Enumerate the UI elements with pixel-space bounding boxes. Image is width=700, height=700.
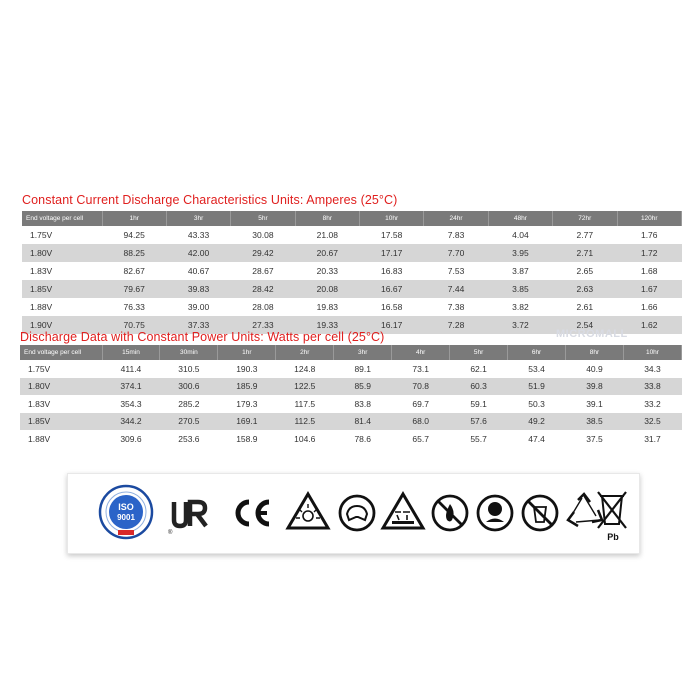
table-cell: 7.83 xyxy=(424,226,488,244)
table-cell: 70.75 xyxy=(102,316,166,334)
table-row xyxy=(22,226,682,244)
iso-9001-icon xyxy=(96,482,156,544)
table-cell: 33.2 xyxy=(623,395,681,413)
table-cell: 53.4 xyxy=(508,360,566,378)
table-cell: 29.42 xyxy=(231,244,295,262)
svg-text:ISO: ISO xyxy=(118,502,134,512)
table-cell: 7.44 xyxy=(424,280,488,298)
table-cell: 2.65 xyxy=(553,262,617,280)
table-cell: 7.28 xyxy=(424,316,488,334)
table-cell: 7.38 xyxy=(424,298,488,316)
table-cell: 81.4 xyxy=(334,413,392,431)
table-cell: 3.87 xyxy=(488,262,552,280)
table-cell: 28.67 xyxy=(231,262,295,280)
table-cell: 344.2 xyxy=(102,413,160,431)
table-cell: 32.5 xyxy=(623,413,681,431)
table-row xyxy=(22,298,682,316)
table-cell: 2.54 xyxy=(553,316,617,334)
table-cell: 27.33 xyxy=(231,316,295,334)
table-cell: 17.58 xyxy=(360,226,424,244)
table-cell: 62.1 xyxy=(450,360,508,378)
row-label: 1.75V xyxy=(22,226,102,244)
table-cell: 55.7 xyxy=(450,430,508,448)
table-cell: 2.61 xyxy=(553,298,617,316)
table-cell: 59.1 xyxy=(450,395,508,413)
column-header: 5hr xyxy=(450,345,508,360)
table-cell: 21.08 xyxy=(295,226,359,244)
column-header: 10hr xyxy=(360,211,424,226)
row-label: 1.85V xyxy=(22,280,102,298)
table-cell: 28.42 xyxy=(231,280,295,298)
svg-text:Pb: Pb xyxy=(607,532,619,542)
table-cell: 37.5 xyxy=(566,430,624,448)
table-row xyxy=(20,395,682,413)
table-cell: 30.08 xyxy=(231,226,295,244)
row-label: 1.90V xyxy=(22,316,102,334)
table-cell: 16.58 xyxy=(360,298,424,316)
table-row xyxy=(22,262,682,280)
table-row xyxy=(22,244,682,262)
table-cell: 1.76 xyxy=(617,226,682,244)
table-cell: 3.95 xyxy=(488,244,552,262)
column-header: 8hr xyxy=(566,345,624,360)
table-cell: 179.3 xyxy=(218,395,276,413)
table-cell: 3.82 xyxy=(488,298,552,316)
column-header: 4hr xyxy=(392,345,450,360)
table-cell: 112.5 xyxy=(276,413,334,431)
table-cell: 20.08 xyxy=(295,280,359,298)
column-header: 8hr xyxy=(295,211,359,226)
table-cell: 117.5 xyxy=(276,395,334,413)
column-header: 72hr xyxy=(553,211,617,226)
table-cell: 309.6 xyxy=(102,430,160,448)
table-cell: 1.66 xyxy=(617,298,682,316)
power-table-title: Discharge Data with Constant Power Units: Watts per cell (25°C) xyxy=(20,330,385,344)
row-label: 1.85V xyxy=(20,413,102,431)
current-table-title: Constant Current Discharge Characteristics Units: Amperes (25°C) xyxy=(22,193,398,207)
column-header: 1hr xyxy=(102,211,166,226)
table-cell: 285.2 xyxy=(160,395,218,413)
table-cell: 40.9 xyxy=(566,360,624,378)
table-cell: 69.7 xyxy=(392,395,450,413)
column-header: 6hr xyxy=(508,345,566,360)
table-cell: 82.67 xyxy=(102,262,166,280)
column-header: 3hr xyxy=(166,211,230,226)
table-cell: 20.67 xyxy=(295,244,359,262)
table-cell: 158.9 xyxy=(218,430,276,448)
table-cell: 73.1 xyxy=(392,360,450,378)
table-cell: 374.1 xyxy=(102,378,160,396)
column-header: 5hr xyxy=(231,211,295,226)
table-cell: 1.62 xyxy=(617,316,682,334)
table-cell: 1.68 xyxy=(617,262,682,280)
table-cell: 190.3 xyxy=(218,360,276,378)
column-header: 48hr xyxy=(488,211,552,226)
table-cell: 33.8 xyxy=(623,378,681,396)
table-cell: 19.33 xyxy=(295,316,359,334)
table-cell: 169.1 xyxy=(218,413,276,431)
table-cell: 94.25 xyxy=(102,226,166,244)
table-cell: 7.70 xyxy=(424,244,488,262)
table-cell: 60.3 xyxy=(450,378,508,396)
column-header: 30min xyxy=(160,345,218,360)
column-header: 10hr xyxy=(623,345,681,360)
table-cell: 50.3 xyxy=(508,395,566,413)
table-cell: 122.5 xyxy=(276,378,334,396)
power-discharge-table xyxy=(20,345,682,448)
table-cell: 43.33 xyxy=(166,226,230,244)
table-cell: 16.83 xyxy=(360,262,424,280)
table-cell: 40.67 xyxy=(166,262,230,280)
table-header-row xyxy=(20,345,682,360)
table-cell: 83.8 xyxy=(334,395,392,413)
table-cell: 104.6 xyxy=(276,430,334,448)
table-cell: 89.1 xyxy=(334,360,392,378)
crossed-bin-pb-icon xyxy=(588,482,636,544)
table-cell: 253.6 xyxy=(160,430,218,448)
table-cell: 88.25 xyxy=(102,244,166,262)
column-header: 24hr xyxy=(424,211,488,226)
table-row xyxy=(20,360,682,378)
table-cell: 3.72 xyxy=(488,316,552,334)
table-cell: 2.71 xyxy=(553,244,617,262)
table-cell: 354.3 xyxy=(102,395,160,413)
column-header: 15min xyxy=(102,345,160,360)
table-cell: 16.67 xyxy=(360,280,424,298)
table-cell: 2.77 xyxy=(553,226,617,244)
column-header-voltage: End voltage per cell xyxy=(22,211,102,226)
table-row xyxy=(20,378,682,396)
ul-recognized-icon xyxy=(160,482,220,544)
table-cell: 4.04 xyxy=(488,226,552,244)
table-row xyxy=(20,413,682,431)
table-cell: 310.5 xyxy=(160,360,218,378)
table-cell: 300.6 xyxy=(160,378,218,396)
table-cell: 3.85 xyxy=(488,280,552,298)
table-cell: 85.9 xyxy=(334,378,392,396)
table-cell: 39.00 xyxy=(166,298,230,316)
table-cell: 68.0 xyxy=(392,413,450,431)
table-cell: 185.9 xyxy=(218,378,276,396)
table-cell: 78.6 xyxy=(334,430,392,448)
table-cell: 1.67 xyxy=(617,280,682,298)
table-cell: 65.7 xyxy=(392,430,450,448)
svg-text:9001: 9001 xyxy=(117,513,135,522)
table-cell: 38.5 xyxy=(566,413,624,431)
table-cell: 17.17 xyxy=(360,244,424,262)
table-cell: 19.83 xyxy=(295,298,359,316)
table-cell: 411.4 xyxy=(102,360,160,378)
table-cell: 16.17 xyxy=(360,316,424,334)
table-cell: 76.33 xyxy=(102,298,166,316)
table-cell: 28.08 xyxy=(231,298,295,316)
table-cell: 34.3 xyxy=(623,360,681,378)
table-cell: 49.2 xyxy=(508,413,566,431)
table-cell: 31.7 xyxy=(623,430,681,448)
row-label: 1.80V xyxy=(22,244,102,262)
table-cell: 37.33 xyxy=(166,316,230,334)
watermark: MICROMALL xyxy=(556,328,628,340)
column-header: 2hr xyxy=(276,345,334,360)
row-label: 1.83V xyxy=(22,262,102,280)
row-label: 1.88V xyxy=(20,430,102,448)
column-header: 1hr xyxy=(218,345,276,360)
current-discharge-table xyxy=(22,211,682,334)
table-row xyxy=(22,280,682,298)
ce-mark-icon xyxy=(223,482,283,544)
column-header: 3hr xyxy=(334,345,392,360)
table-cell: 79.67 xyxy=(102,280,166,298)
table-row xyxy=(20,430,682,448)
table-cell: 39.8 xyxy=(566,378,624,396)
row-label: 1.75V xyxy=(20,360,102,378)
column-header-voltage: End voltage per cell xyxy=(20,345,102,360)
table-cell: 51.9 xyxy=(508,378,566,396)
table-cell: 7.53 xyxy=(424,262,488,280)
table-cell: 70.8 xyxy=(392,378,450,396)
table-cell: 39.1 xyxy=(566,395,624,413)
table-header-row xyxy=(22,211,682,226)
table-cell: 1.72 xyxy=(617,244,682,262)
table-cell: 47.4 xyxy=(508,430,566,448)
table-cell: 270.5 xyxy=(160,413,218,431)
table-cell: 124.8 xyxy=(276,360,334,378)
table-cell: 39.83 xyxy=(166,280,230,298)
row-label: 1.80V xyxy=(20,378,102,396)
table-cell: 20.33 xyxy=(295,262,359,280)
row-label: 1.83V xyxy=(20,395,102,413)
row-label: 1.88V xyxy=(22,298,102,316)
table-cell: 57.6 xyxy=(450,413,508,431)
svg-text:®: ® xyxy=(168,530,173,536)
certification-panel xyxy=(67,473,640,554)
table-cell: 42.00 xyxy=(166,244,230,262)
column-header: 120hr xyxy=(617,211,682,226)
table-cell: 2.63 xyxy=(553,280,617,298)
